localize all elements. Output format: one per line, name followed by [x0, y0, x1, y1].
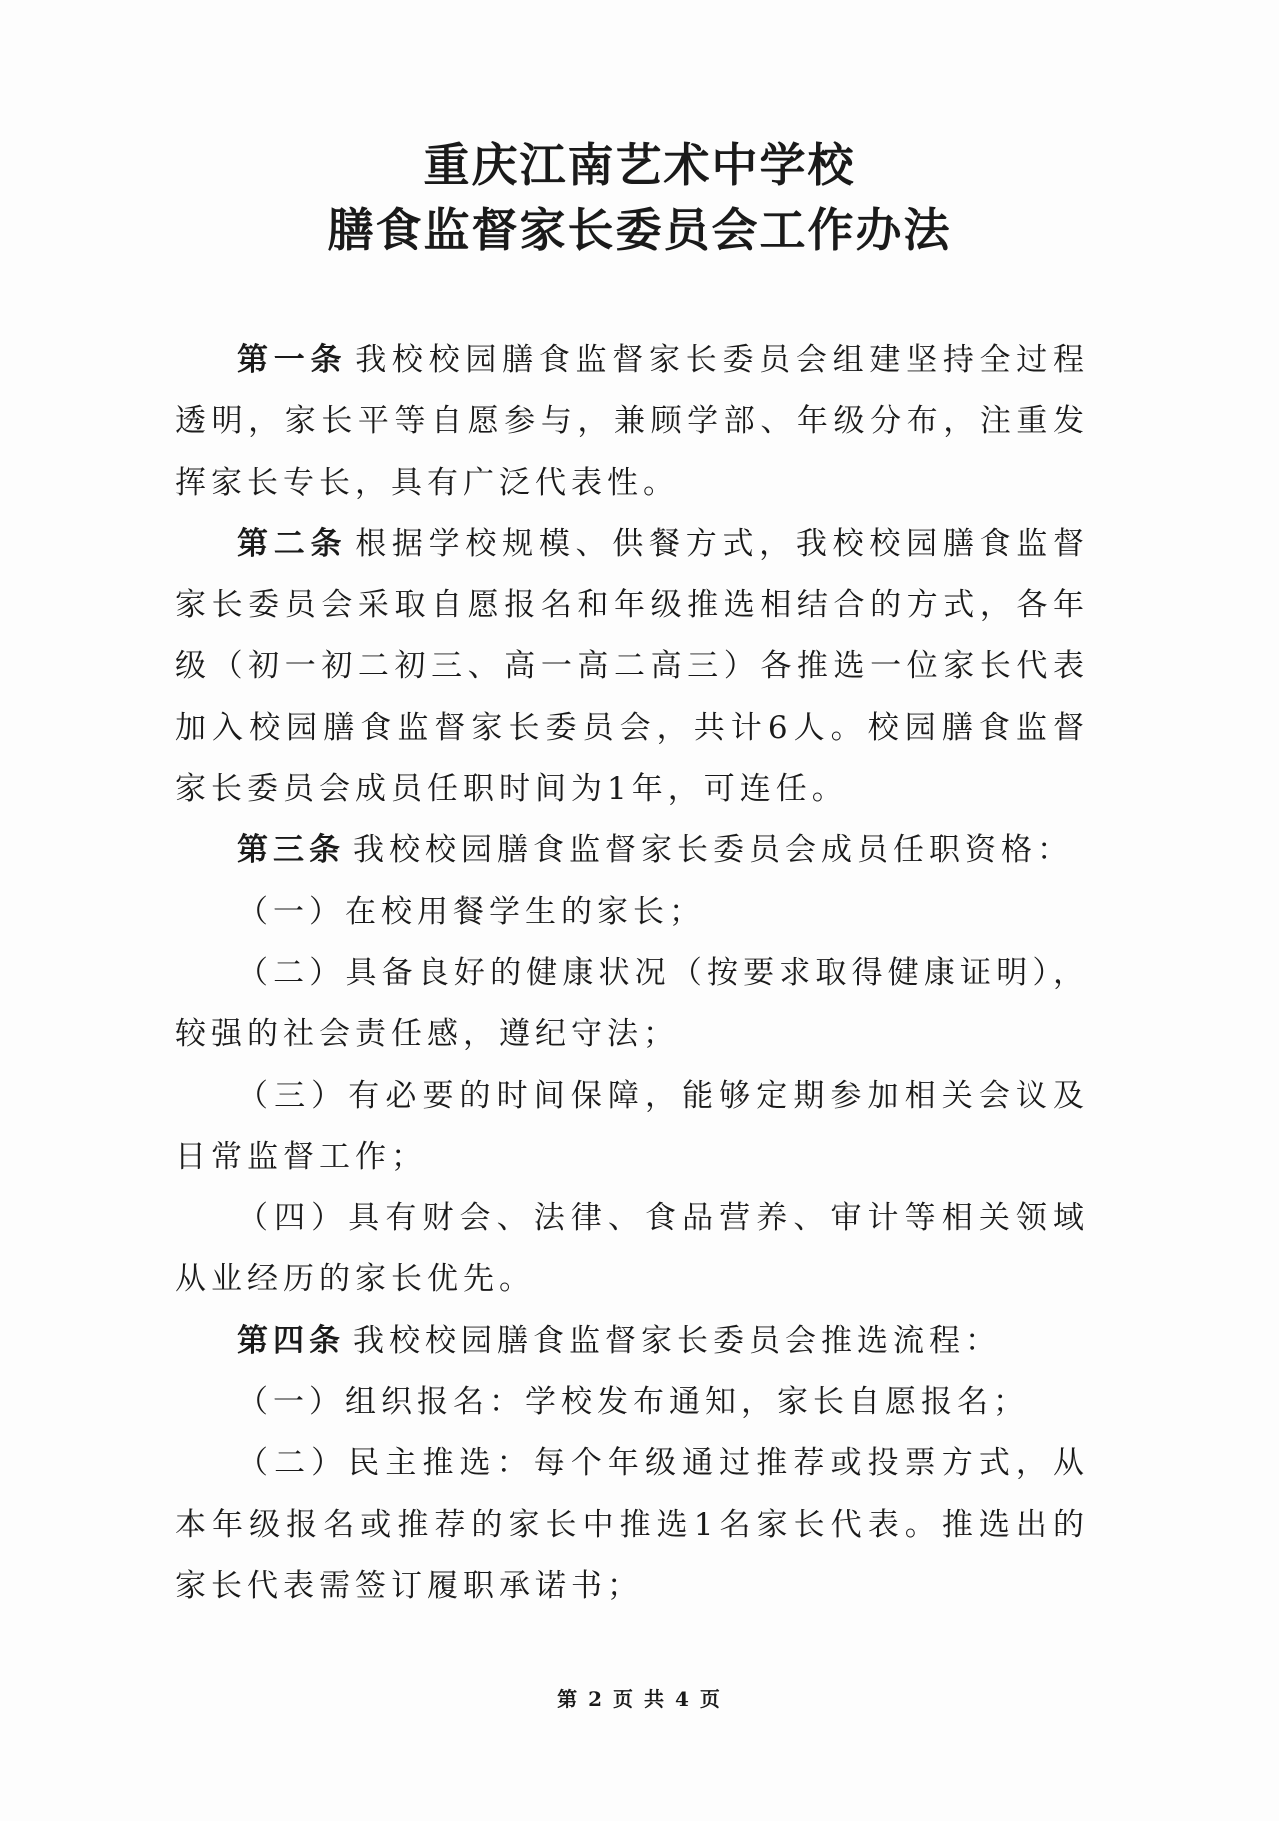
document-title-line2: 膳食监督家长委员会工作办法 — [327, 203, 952, 257]
paragraph-text: （一）组织报名：学校发布通知，家长自愿报名； — [237, 1384, 1029, 1421]
paragraph-text: （一）在校用餐学生的家长； — [237, 893, 705, 930]
paragraph-text: （二）民主推选：每个年级通过推荐或投票方式，从本年级报名或推荐的家长中推选1名家长代表。推选出的家长代表需签订履职承诺书； — [175, 1445, 1089, 1604]
document-body — [175, 330, 1089, 1617]
paragraph-article-3 — [175, 820, 1089, 881]
paragraph-item — [175, 943, 1089, 1066]
paragraph-article-4 — [175, 1311, 1089, 1372]
article-label: 第二条 — [237, 525, 348, 562]
document-title-line1: 重庆江南艺术中学校 — [423, 138, 856, 192]
paragraph-text: 我校校园膳食监督家长委员会推选流程： — [353, 1322, 1001, 1359]
paragraph-text: （四）具有财会、法律、食品营养、审计等相关领域从业经历的家长优先。 — [175, 1200, 1089, 1298]
paragraph-text: 我校校园膳食监督家长委员会组建坚持全过程透明，家长平等自愿参与，兼顾学部、年级分布，注重发挥家长专长，具有广泛代表性。 — [175, 342, 1090, 501]
article-label: 第一条 — [237, 342, 348, 378]
paragraph-text: （二）具备良好的健康状况（按要求取得健康证明），较强的社会责任感，遵纪守法； — [175, 954, 1089, 1053]
paragraph-article-1 — [175, 330, 1089, 514]
paragraph-item — [175, 1066, 1089, 1189]
paragraph-article-2 — [175, 514, 1089, 820]
paragraph-item — [175, 1188, 1089, 1311]
page-number-footer: 第 2 页 共 4 页 — [557, 1687, 722, 1711]
article-label: 第四条 — [237, 1322, 345, 1359]
paragraph-item — [175, 1433, 1089, 1617]
paragraph-item — [175, 1372, 1089, 1433]
article-label: 第三条 — [237, 832, 345, 869]
paragraph-text: 我校校园膳食监督家长委员会成员任职资格： — [353, 832, 1073, 869]
paragraph-text: 根据学校规模、供餐方式，我校校园膳食监督家长委员会采取自愿报名和年级推选相结合的方式，各年级（初一初二初三、高一高二高三）各推选一位家长代表加入校园膳食监督家长委员会，共计6人。校园膳食监督家长委员会成员任职时间为1年，可连任。 — [175, 525, 1090, 808]
paragraph-item — [175, 882, 1089, 943]
paragraph-text: （三）有必要的时间保障，能够定期参加相关会议及日常监督工作； — [175, 1077, 1089, 1175]
